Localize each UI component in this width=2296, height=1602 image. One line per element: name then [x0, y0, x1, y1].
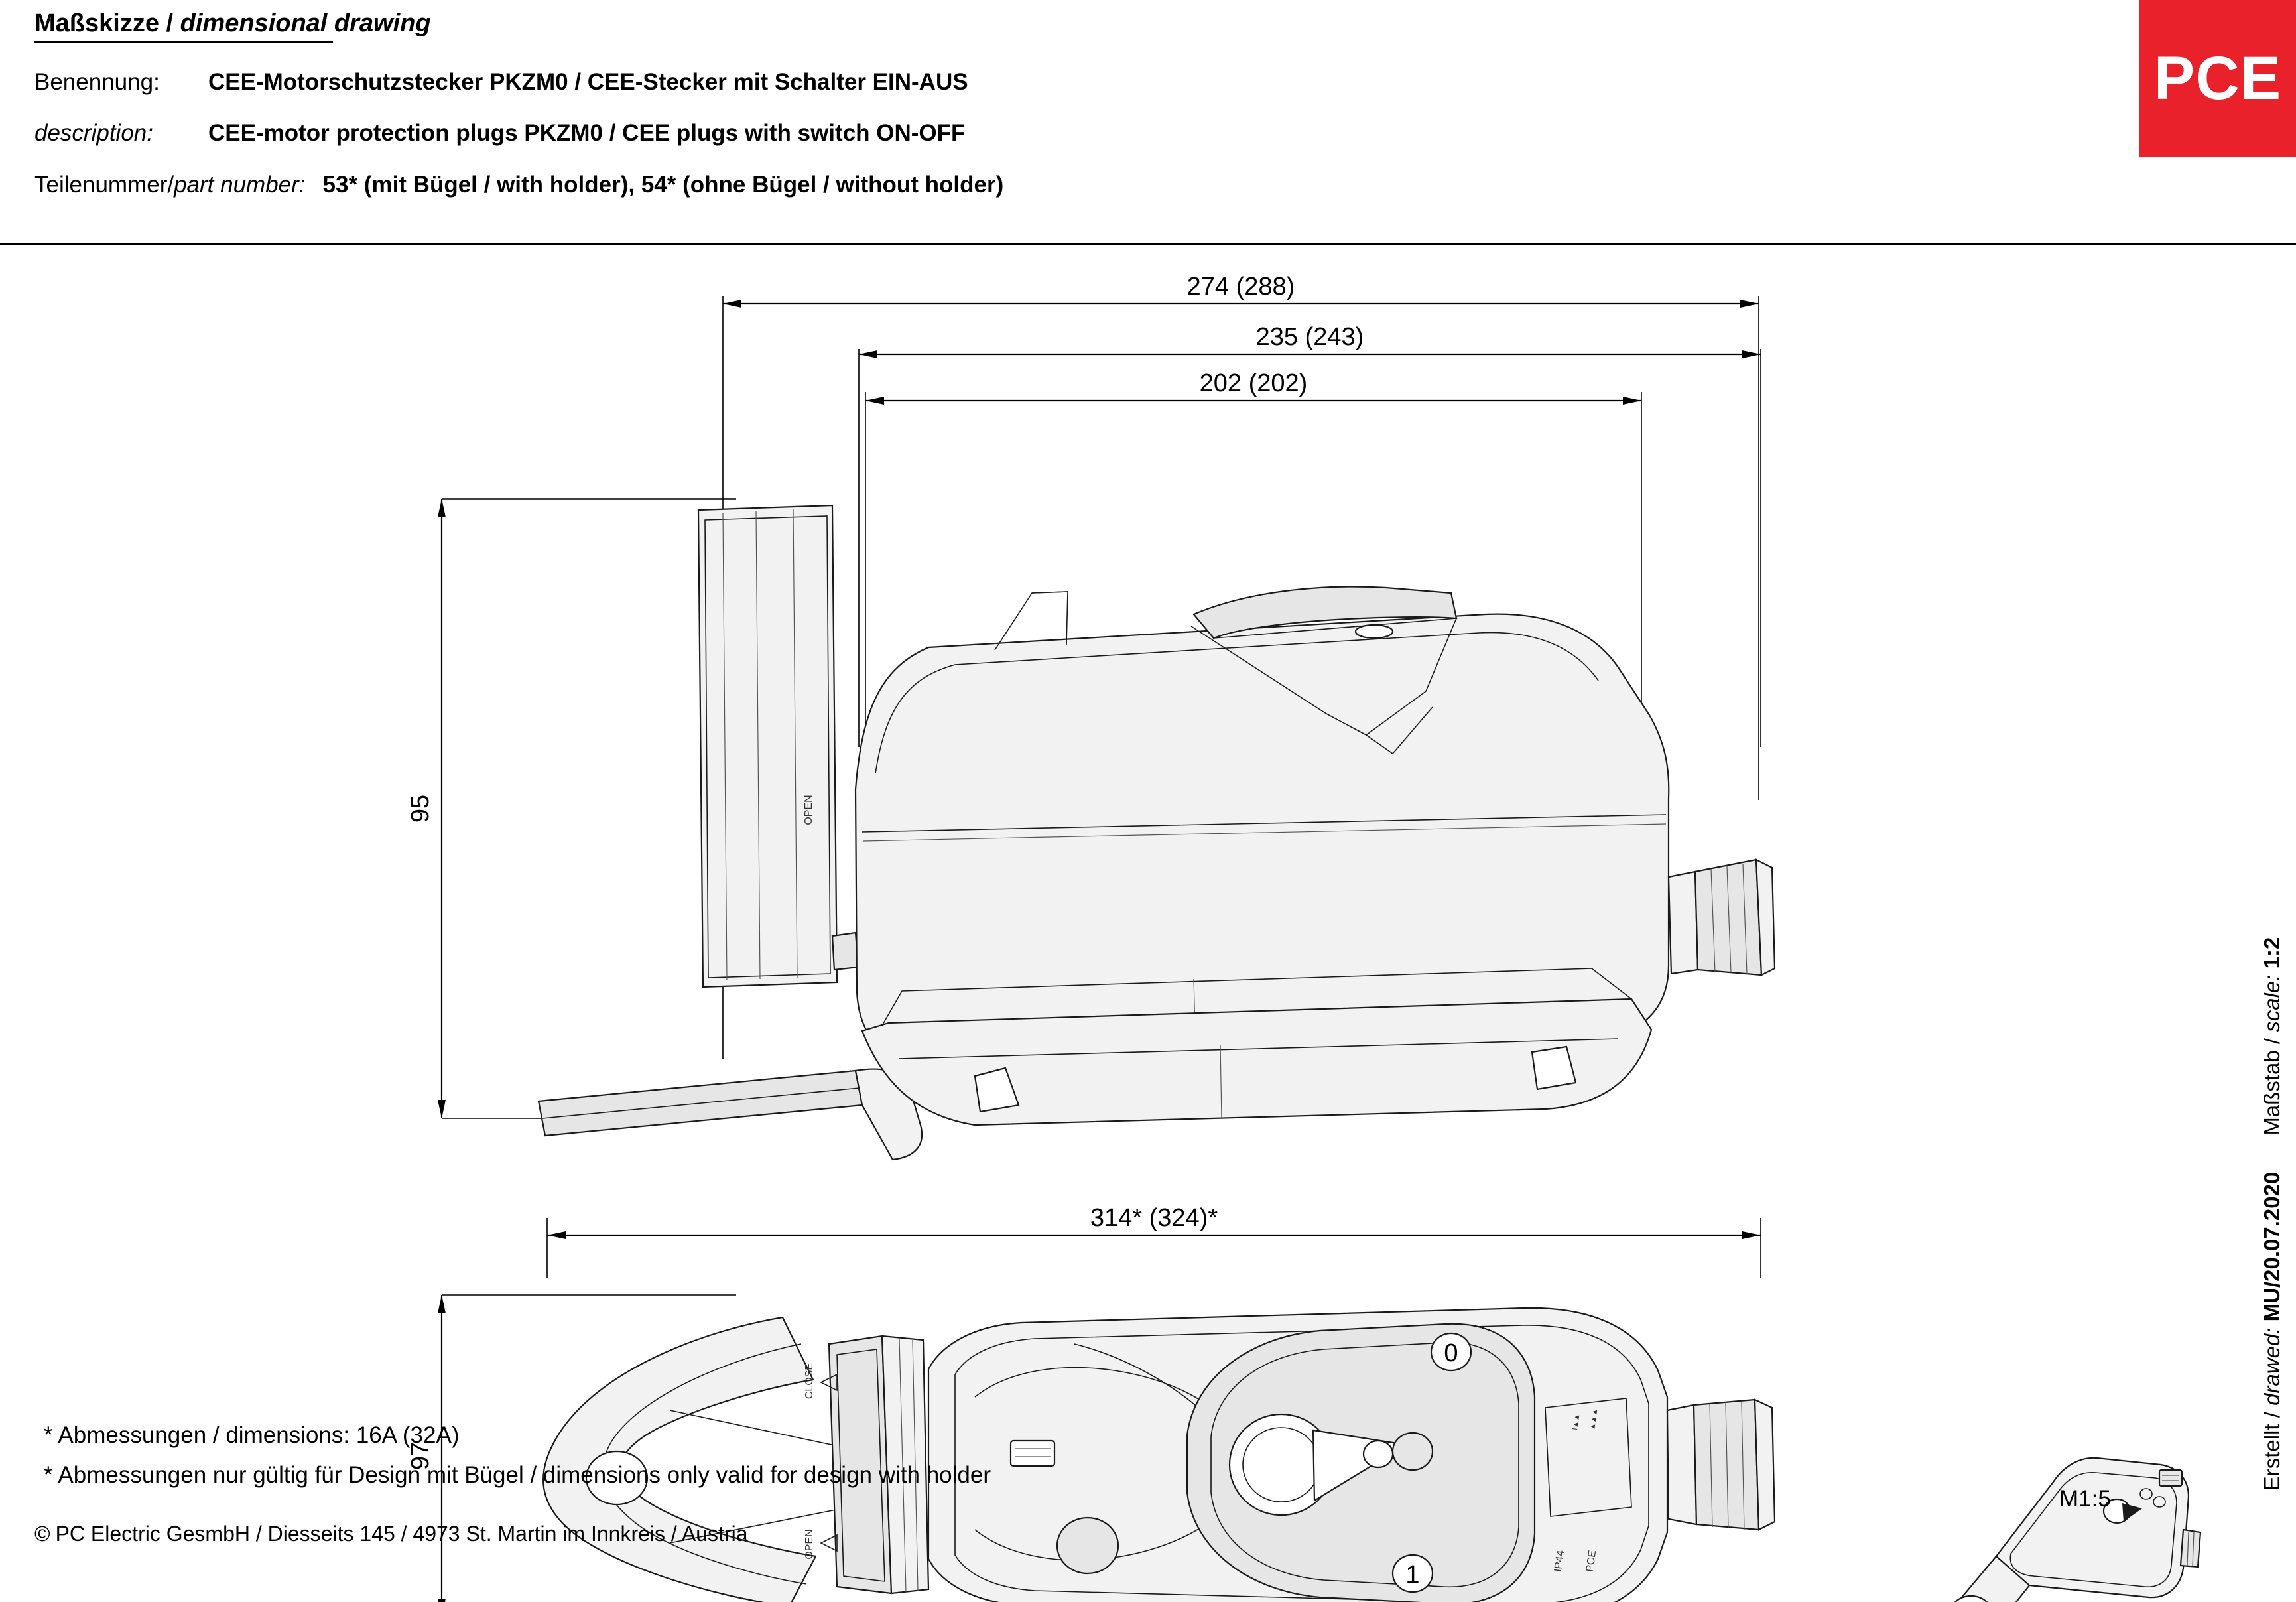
benennung-label: Benennung: [34, 69, 160, 95]
footnote-holder: * Abmessungen nur gültig für Design mit Bügel / dimensions only valid for design with holder [44, 1462, 991, 1488]
scale-value: 1:2 [2260, 937, 2284, 969]
created-label-en: drawed: [2260, 1327, 2284, 1406]
small-view-scale-label [2059, 1486, 2111, 1512]
scale-label-separator: / [2260, 1032, 2284, 1051]
partnumber-label-en: part number: [174, 172, 306, 198]
partnumber-label-separator: / [167, 172, 174, 198]
marking-open: OPEN [804, 1529, 815, 1560]
drawing-header [0, 0, 2296, 243]
small-perspective-view [1903, 1458, 2200, 1602]
copyright-icon: © [34, 1522, 50, 1546]
rating-microtext-1: I▲▲ [1571, 1413, 1582, 1431]
meta-row-description [34, 120, 965, 147]
created-label-separator: / [2260, 1405, 2284, 1424]
scale-label-en: scale: [2260, 974, 2284, 1032]
dim-side-height: 95 [407, 794, 434, 823]
right-side-meta [2258, 937, 2287, 1491]
drawing-canvas [0, 243, 2296, 1602]
created-value: MU/20.07.2020 [2260, 1171, 2284, 1322]
meta-row-partnumber [34, 172, 1003, 198]
copyright-text: PC Electric GesmbH / Diesseits 145 / 4973 St. Martin im Innkreis / Austria [55, 1522, 748, 1546]
page-title-en: dimensional drawing [180, 9, 431, 37]
dim-side-third: 202 (202) [1199, 369, 1308, 397]
partnumber-label-de: Teilenummer [34, 172, 168, 198]
marking-close: CLOSE [804, 1363, 815, 1400]
meta-row-benennung [34, 69, 968, 96]
marking-open-left: OPEN [803, 795, 814, 825]
footnote-dimensions: * Abmessungen / dimensions: 16A (32A) [44, 1422, 460, 1448]
marking-switch-on: 1 [1405, 1561, 1420, 1589]
title-underline [34, 41, 333, 43]
rating-microtext-2: ▲▲▲ [1588, 1408, 1600, 1431]
created-label-de: Erstellt [2260, 1424, 2284, 1491]
scale-label-de: Maßstab [2260, 1050, 2284, 1136]
side-view-group [407, 273, 1775, 1160]
dim-side-second: 235 (243) [1255, 323, 1364, 351]
small-view-scale-value: M1:5 [2059, 1486, 2111, 1512]
marking-switch-off: 0 [1444, 1339, 1458, 1367]
marking-brand-small: PCE [1584, 1549, 1599, 1573]
page-title [34, 9, 431, 38]
dim-side-overall: 274 (288) [1186, 273, 1295, 300]
copyright-line [34, 1522, 748, 1546]
description-value: CEE-motor protection plugs PKZM0 / CEE plugs with switch ON-OFF [208, 120, 966, 146]
pce-logo [2139, 0, 2296, 157]
dim-top-overall: 314* (324)* [1090, 1204, 1218, 1232]
dim-top-height: 97 [407, 1441, 434, 1471]
description-label: description: [34, 120, 153, 146]
pce-logo-text: PCE [2153, 44, 2282, 112]
marking-ip-rating: IP44 [1552, 1549, 1567, 1573]
page-title-de: Maßskizze [34, 9, 159, 37]
partnumber-value: 53* (mit Bügel / with holder), 54* (ohne Bügel / without holder) [322, 172, 1004, 198]
page-title-separator: / [159, 9, 180, 37]
benennung-value: CEE-Motorschutzstecker PKZM0 / CEE-Stecker mit Schalter EIN-AUS [208, 69, 968, 95]
